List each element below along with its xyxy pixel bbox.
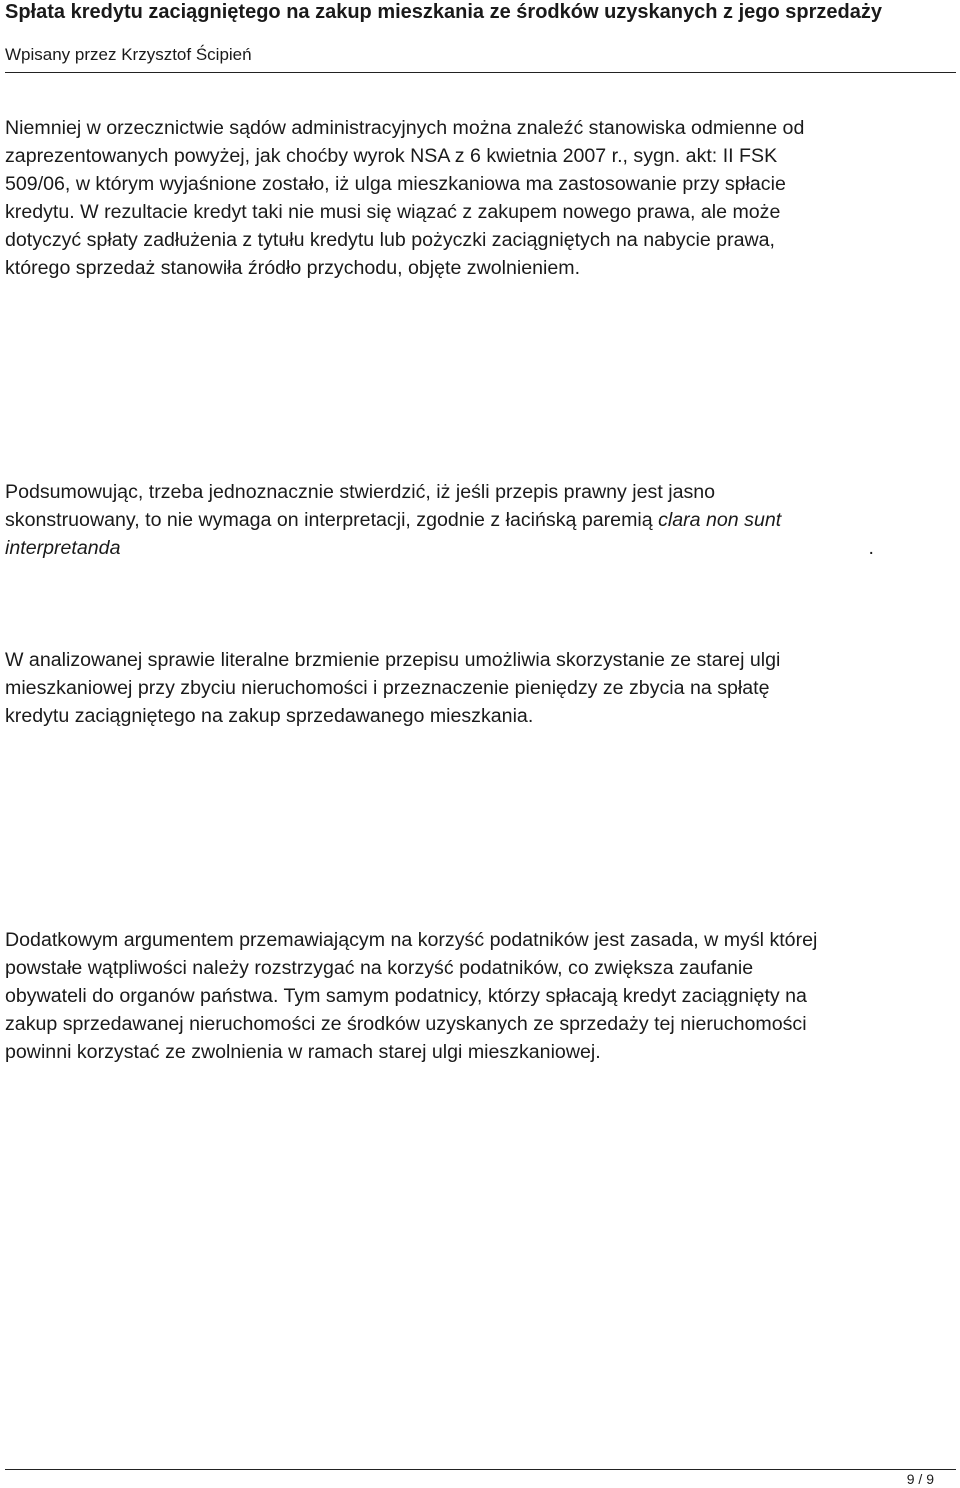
sentence-end: . bbox=[868, 537, 874, 559]
latin-phrase-part-1: clara non sunt bbox=[658, 509, 782, 531]
paragraph-line: obywateli do organów państwa. Tym samym podatnicy, którzy spłacają kredyt zaciągnięty na bbox=[5, 985, 807, 1007]
paragraph-line: którego sprzedaż stanowiła źródło przychodu, objęte zwolnieniem. bbox=[5, 257, 581, 279]
paragraph-line: powinni korzystać ze zwolnienia w ramach starej ulgi mieszkaniowej. bbox=[5, 1041, 601, 1063]
document-title: Spłata kredytu zaciągniętego na zakup mieszkania ze środków uzyskanych z jego sprzedaży bbox=[5, 1, 882, 23]
paragraph-2 bbox=[5, 478, 950, 562]
footer-divider bbox=[5, 1469, 956, 1470]
paragraph-line: 509/06, w którym wyjaśnione zostało, iż ulga mieszkaniowa ma zastosowanie przy spłacie bbox=[5, 173, 786, 195]
paragraph-text: skonstruowany, to nie wymaga on interpretacji, zgodnie z łacińską paremią bbox=[5, 509, 659, 531]
paragraph-line: Niemniej w orzecznictwie sądów administracyjnych można znaleźć stanowiska odmienne od bbox=[5, 117, 805, 139]
paragraph-line: kredytu. W rezultacie kredyt taki nie musi się wiązać z zakupem nowego prawa, ale może bbox=[5, 201, 781, 223]
paragraph-line: zaprezentowanych powyżej, jak choćby wyrok NSA z 6 kwietnia 2007 r., sygn. akt: II FSK bbox=[5, 145, 778, 167]
paragraph-line: zakup sprzedawanej nieruchomości ze środków uzyskanych ze sprzedaży tej nieruchomości bbox=[5, 1013, 807, 1035]
paragraph-line: kredytu zaciągniętego na zakup sprzedawanego mieszkania. bbox=[5, 705, 534, 727]
paragraph-4 bbox=[5, 926, 950, 1066]
paragraph-line: dotyczyć spłaty zadłużenia z tytułu kredytu lub pożyczki zaciągniętych na nabycie prawa, bbox=[5, 229, 775, 251]
paragraph-1 bbox=[5, 114, 950, 282]
page-number: 9 / 9 bbox=[906, 1471, 934, 1487]
paragraph-line: Dodatkowym argumentem przemawiającym na korzyść podatników jest zasada, w myśl której bbox=[5, 929, 818, 951]
paragraph-3 bbox=[5, 646, 950, 730]
latin-phrase-part-2: interpretanda bbox=[5, 537, 121, 559]
paragraph-line: mieszkaniowej przy zbyciu nieruchomości i przeznaczenie pieniędzy ze zbycia na spłatę bbox=[5, 677, 770, 699]
paragraph-line bbox=[5, 534, 950, 562]
header-divider bbox=[5, 72, 956, 73]
paragraph-line bbox=[5, 506, 950, 534]
paragraph-line: W analizowanej sprawie literalne brzmienie przepisu umożliwia skorzystanie ze starej ulgi bbox=[5, 649, 781, 671]
paragraph-line: Podsumowując, trzeba jednoznacznie stwierdzić, iż jeśli przepis prawny jest jasno bbox=[5, 481, 716, 503]
paragraph-line: powstałe wątpliwości należy rozstrzygać na korzyść podatników, co zwiększa zaufanie bbox=[5, 957, 754, 979]
author-line: Wpisany przez Krzysztof Ścipień bbox=[5, 45, 252, 64]
